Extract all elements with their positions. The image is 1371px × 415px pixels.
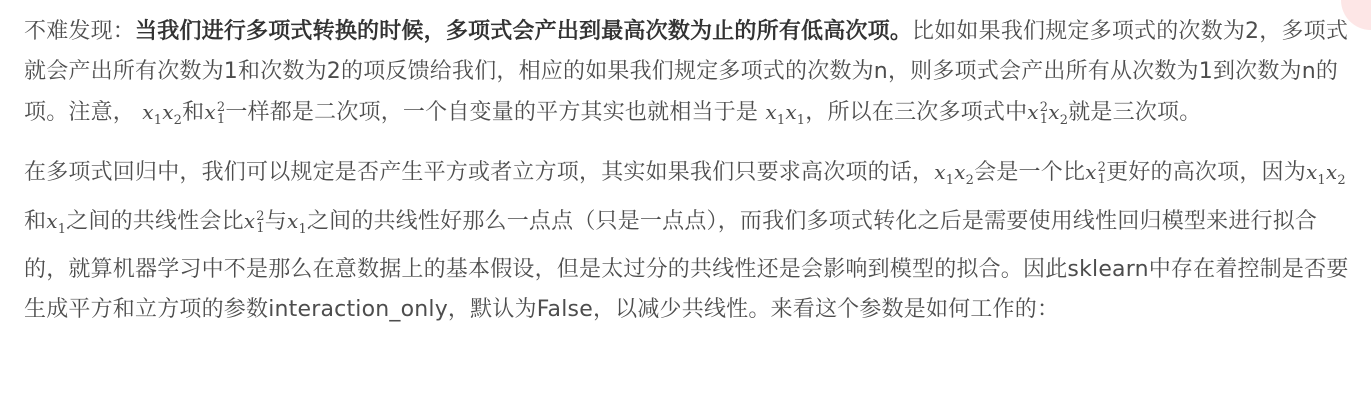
p2-text-7: 之间的共线性好那么一点点（只是一点点），而我们多项式转化之后是需要使用线性回归模型来进行拟合的，就算机器学习中不是那么在意数据上的基本假设，但是太过分的共线性还是会影响到模型的拟合。因此sklearn中存在着控制是否要生成平方和立方项的参数interaction_only，默认为False，以减少共线性。来看这个参数是如何工作的： [24,209,1349,322]
p1-text-3: 一样都是二次项，一个自变量的平方其实也就相当于是 [225,100,759,125]
p1-text-5: 就是三次项。 [1068,100,1202,125]
p1-intro: 不难发现： [24,19,136,44]
math-x1-squared: x 2 1 [243,208,265,236]
p2-text-6: 与 [264,209,287,234]
p1-text-4: ，所以在三次多项式中 [805,100,1028,125]
p2-text-5: 之间的共线性会比 [66,209,244,234]
paragraph-2 [24,152,1349,330]
math-x1x2: $x_1x_2$ [1305,160,1346,188]
article-body [24,12,1349,330]
p2-text-3: 更好的高次项，因为 [1106,160,1306,185]
p1-bold-statement: 当我们进行多项式转换的时候，多项式会产出到最高次数为止的所有低高次项。 [135,19,913,44]
p2-text-2: 会是一个比 [974,160,1086,185]
p2-text-4: 和 [24,209,47,234]
math-x1x1: $x_1x_1$ [765,100,806,128]
math-x1x2: $x_1x_2$ [142,100,183,128]
p2-text-1: 在多项式回归中，我们可以规定是否产生平方或者立方项，其实如果我们只要求高次项的话， [24,160,935,185]
paragraph-1 [24,12,1349,141]
p1-text-1: 比如如果我们规定多项式的次数为2，多项式就会产出所有次数为1和次数为2的项反馈给我们，相应的如果我们规定多项式的次数为n，则多项式会产出所有从次数为1到次数为n的项。注意， [24,19,1349,125]
math-x1: $x_1$ [46,209,67,237]
math-x1-squared: x 2 1 [1085,159,1107,187]
math-x1: $x_1$ [286,209,307,237]
math-x1-squared-x2: x 2 1 $x_2$ [1027,99,1069,128]
math-x1x2: $x_1x_2$ [934,160,975,188]
math-x1-squared: x 2 1 [204,99,226,127]
p1-text-2: 和 [182,100,205,125]
